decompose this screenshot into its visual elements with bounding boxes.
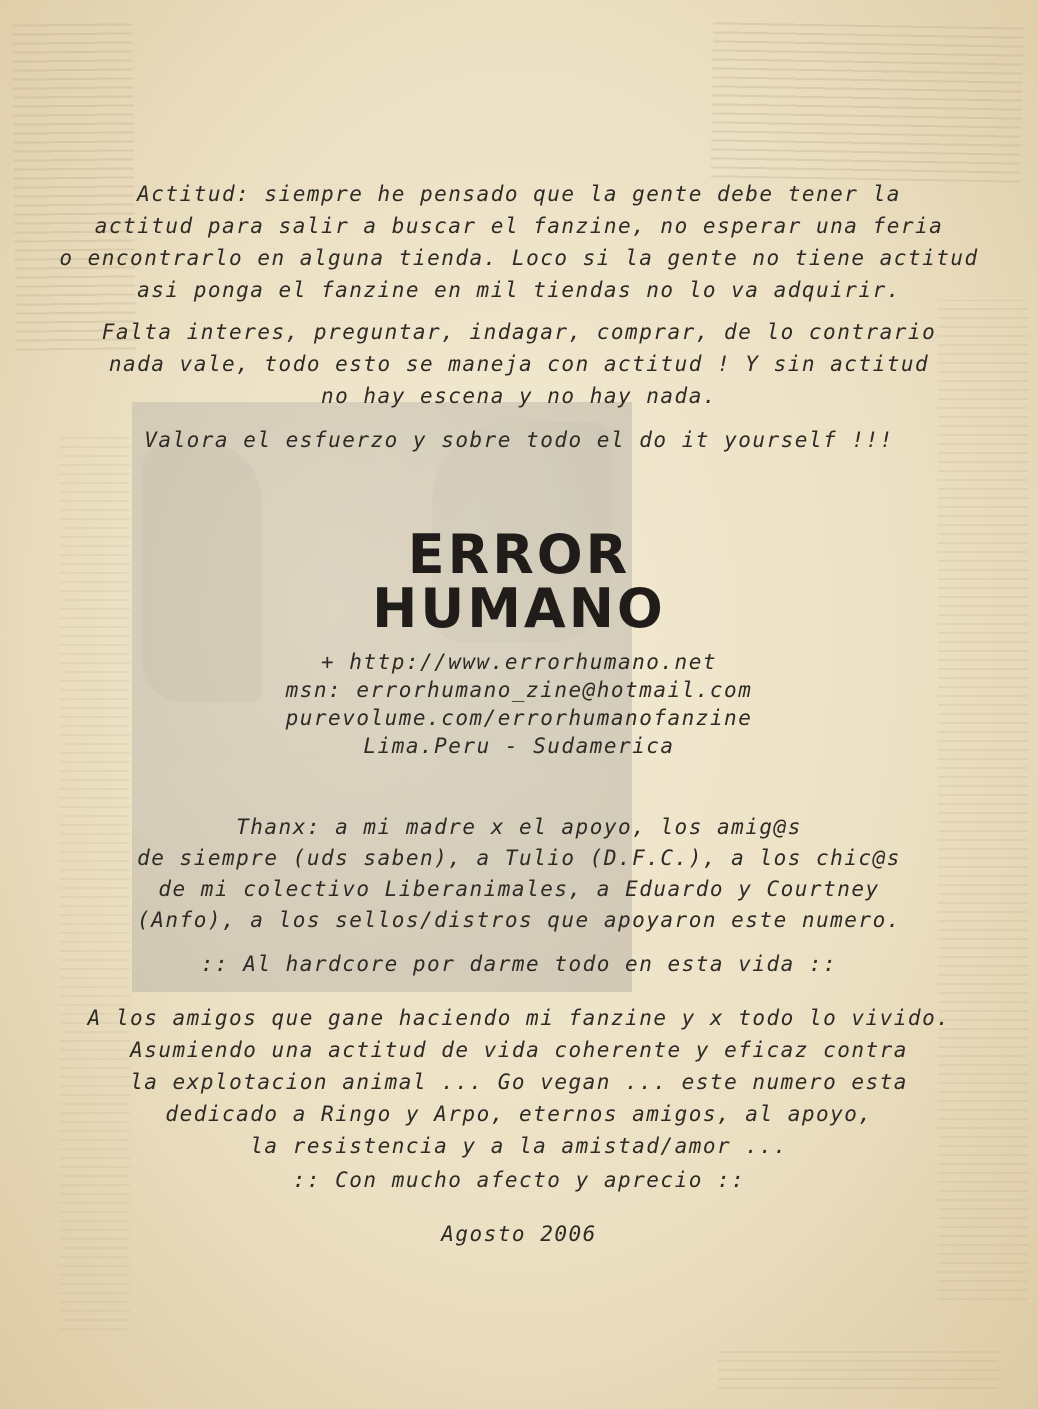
interest-line: no hay escena y no hay nada. xyxy=(320,384,717,408)
location-text: Lima.Peru - Sudamerica xyxy=(363,734,675,758)
dedication-line: A los amigos que gane haciendo mi fanzine y x todo lo vivido. xyxy=(87,1006,951,1030)
attitude-line: o encontrarlo en alguna tienda. Loco si la gente no tiene actitud xyxy=(59,246,979,270)
thanks-line: (Anfo), a los sellos/distros que apoyaron este numero. xyxy=(137,908,901,932)
diy-line: Valora el esfuerzo y sobre todo el do it yourself !!! xyxy=(144,428,894,452)
dedication-paragraph xyxy=(0,1002,1038,1162)
interest-paragraph xyxy=(0,316,1038,412)
attitude-line: actitud para salir a buscar el fanzine, no esperar una feria xyxy=(94,214,944,238)
attitude-line: Actitud: siempre he pensado que la gente debe tener la xyxy=(137,182,901,206)
date-text: Agosto 2006 xyxy=(441,1222,597,1246)
dedication-line: dedicado a Ringo y Arpo, eternos amigos, al apoyo, xyxy=(165,1102,873,1126)
thanks-line: de mi colectivo Liberanimales, a Eduardo y Courtney xyxy=(158,877,880,901)
thanks-line: Thanx: a mi madre x el apoyo, los amig@s xyxy=(236,815,802,839)
dedication-line: la resistencia y a la amistad/amor ... xyxy=(250,1134,788,1158)
interest-line: nada vale, todo esto se maneja con actitud ! Y sin actitud xyxy=(108,352,930,376)
logo-line-2: HUMANO xyxy=(372,577,666,640)
closing-paragraph xyxy=(0,1164,1038,1196)
attitude-paragraph xyxy=(0,178,1038,306)
background-newsprint-bottom xyxy=(718,1349,998,1389)
error-humano-logo xyxy=(0,523,1038,640)
thanks-paragraph xyxy=(0,812,1038,936)
thanks-line: de siempre (uds saben), a Tulio (D.F.C.), a los chic@s xyxy=(137,846,901,870)
purevolume-link: purevolume.com/errorhumanofanzine xyxy=(285,706,753,730)
contact-block xyxy=(0,648,1038,760)
background-newsprint-right xyxy=(711,17,1024,182)
logo-line-1: ERROR xyxy=(407,523,631,586)
diy-paragraph xyxy=(0,424,1038,456)
date-paragraph xyxy=(0,1218,1038,1250)
website-link: + http://www.errorhumano.net xyxy=(320,650,717,674)
hardcore-line: :: Al hardcore por darme todo en esta vida :: xyxy=(200,952,838,976)
dedication-line: la explotacion animal ... Go vegan ... este numero esta xyxy=(130,1070,908,1094)
hardcore-paragraph xyxy=(0,948,1038,980)
dedication-line: Asumiendo una actitud de vida coherente y eficaz contra xyxy=(130,1038,908,1062)
closing-line: :: Con mucho afecto y aprecio :: xyxy=(292,1168,746,1192)
attitude-line: asi ponga el fanzine en mil tiendas no lo va adquirir. xyxy=(137,278,901,302)
interest-line: Falta interes, preguntar, indagar, comprar, de lo contrario xyxy=(101,320,937,344)
msn-contact: msn: errorhumano_zine@hotmail.com xyxy=(285,678,753,702)
